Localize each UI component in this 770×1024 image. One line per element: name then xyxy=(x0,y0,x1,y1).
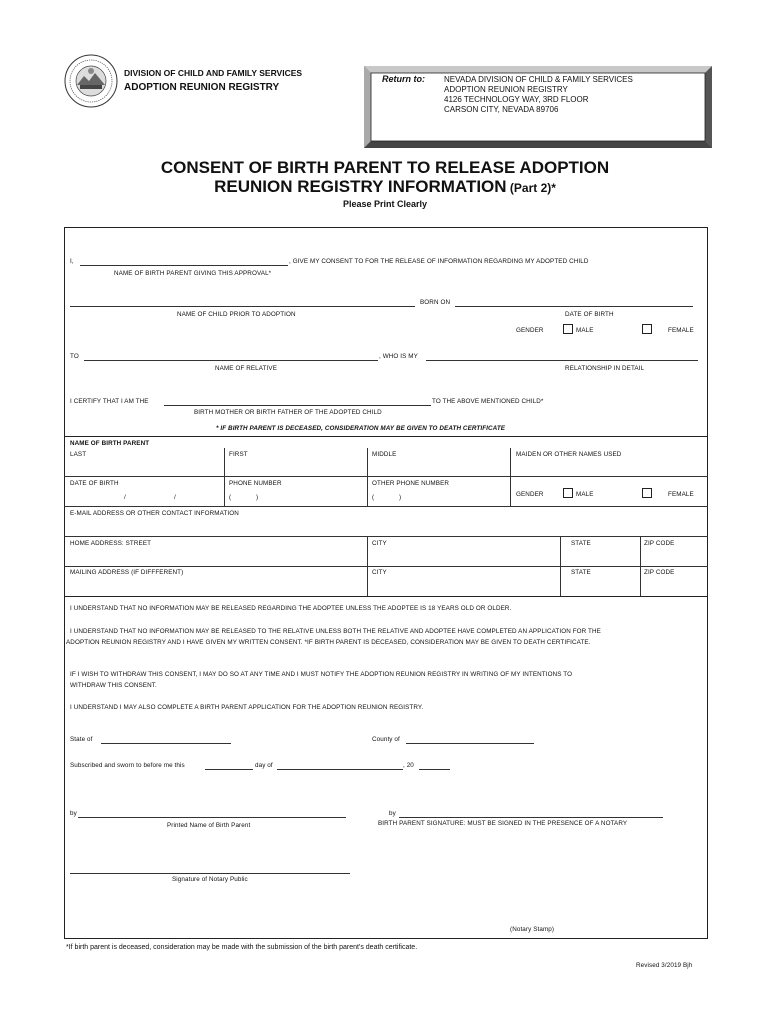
phone-label: PHONE NUMBER xyxy=(229,480,282,487)
grid-gender-label: GENDER xyxy=(516,491,544,498)
state-seal-logo xyxy=(64,54,118,108)
grid-divider xyxy=(224,448,225,476)
form-title-main: REUNION REGISTRY INFORMATION xyxy=(214,177,507,196)
revision-date: Revised 3/2019 Bjh xyxy=(636,962,693,969)
grid-divider xyxy=(510,448,511,476)
return-line: CARSON CITY, NEVADA 89706 xyxy=(444,105,559,114)
grid-divider xyxy=(224,476,225,506)
last-name-label: LAST xyxy=(70,451,87,458)
county-of-line[interactable] xyxy=(406,743,534,744)
relative-name-line[interactable] xyxy=(84,360,378,361)
middle-name-label: MIDDLE xyxy=(372,451,397,458)
relative-name-caption: NAME OF RELATIVE xyxy=(215,365,278,372)
grid-rule xyxy=(64,566,708,567)
deceased-footnote: *If birth parent is deceased, consideration may be made with the submission of the birth parent's death certificate. xyxy=(66,944,418,951)
female-label: FEMALE xyxy=(668,327,694,334)
notary-stamp-label: (Notary Stamp) xyxy=(510,926,555,933)
day-line[interactable] xyxy=(205,769,253,770)
male-checkbox[interactable] xyxy=(563,324,573,334)
statement-age: I UNDERSTAND THAT NO INFORMATION MAY BE RELEASED REGARDING THE ADOPTEE UNLESS THE ADOPTEE IS 18 YEARS OLD OR OLDER. xyxy=(70,605,512,612)
birth-parent-name-line[interactable] xyxy=(80,265,288,266)
home-address-label: HOME ADDRESS: STREET xyxy=(70,540,152,547)
maiden-name-label: MAIDEN OR OTHER NAMES USED xyxy=(516,451,622,458)
deceased-note: * IF BIRTH PARENT IS DECEASED, CONSIDERATION MAY BE GIVEN TO DEATH CERTIFICATE xyxy=(216,425,506,432)
grid-male-checkbox[interactable] xyxy=(563,488,573,498)
dob-slash: / xyxy=(124,494,126,501)
agency-name: DIVISION OF CHILD AND FAMILY SERVICES xyxy=(124,68,303,78)
home-city-label: CITY xyxy=(372,540,387,547)
first-name-label: FIRST xyxy=(229,451,248,458)
other-phone-label: OTHER PHONE NUMBER xyxy=(372,480,450,487)
grid-divider xyxy=(367,448,368,476)
form-title-line1: CONSENT OF BIRTH PARENT TO RELEASE ADOPTION xyxy=(160,158,610,177)
grid-female-checkbox[interactable] xyxy=(642,488,652,498)
state-of-line[interactable] xyxy=(101,743,231,744)
dob-label: DATE OF BIRTH xyxy=(70,480,119,487)
statement-relative-line2: ADOPTION REUNION REGISTRY AND I HAVE GIVEN MY WRITTEN CONSENT. *IF BIRTH PARENT IS DECEASED, CONSIDERATION MAY BE GIVEN TO DEATH CERTIFICATE. xyxy=(66,639,591,646)
born-on-label: BORN ON xyxy=(420,299,451,306)
year-line[interactable] xyxy=(419,769,450,770)
other-phone-paren-open: ( xyxy=(372,494,375,501)
month-line[interactable] xyxy=(277,769,403,770)
return-line: NEVADA DIVISION OF CHILD & FAMILY SERVICES xyxy=(444,75,633,84)
who-is-my-label: , WHO IS MY xyxy=(379,353,418,360)
parent-signature-line[interactable] xyxy=(399,817,663,818)
relationship-caption: RELATIONSHIP IN DETAIL xyxy=(565,365,645,372)
birth-parent-name-caption: NAME OF BIRTH PARENT GIVING THIS APPROVAL* xyxy=(114,270,272,277)
grid-heading: NAME OF BIRTH PARENT xyxy=(70,440,150,447)
male-label: MALE xyxy=(576,327,594,334)
email-label: E-MAIL ADDRESS OR OTHER CONTACT INFORMATION xyxy=(70,510,239,517)
home-state-label: STATE xyxy=(571,540,591,547)
child-name-caption: NAME OF CHILD PRIOR TO ADOPTION xyxy=(177,311,296,318)
printed-name-line[interactable] xyxy=(78,817,346,818)
grid-bottom-rule xyxy=(64,596,708,597)
form-title-part: (Part 2)* xyxy=(506,181,556,195)
grid-rule xyxy=(64,476,708,477)
county-of-label: County of xyxy=(372,736,400,743)
form-subtitle: Please Print Clearly xyxy=(342,199,428,209)
mailing-zip-label: ZIP CODE xyxy=(644,569,675,576)
phone-paren-open: ( xyxy=(229,494,232,501)
parent-role-line[interactable] xyxy=(164,405,431,406)
return-line: 4126 TECHNOLOGY WAY, 3RD FLOOR xyxy=(444,95,589,104)
statement-application: I UNDERSTAND I MAY ALSO COMPLETE A BIRTH PARENT APPLICATION FOR THE ADOPTION REUNION REGISTRY. xyxy=(70,704,424,711)
registry-name: ADOPTION REUNION REGISTRY xyxy=(124,82,280,93)
certify-prefix: I CERTIFY THAT I AM THE xyxy=(70,398,149,405)
statement-withdraw-line2: WITHDRAW THIS CONSENT. xyxy=(70,682,157,689)
return-line: ADOPTION REUNION REGISTRY xyxy=(444,85,568,94)
grid-top-rule xyxy=(64,436,708,437)
certify-suffix: TO THE ABOVE MENTIONED CHILD* xyxy=(432,398,544,405)
statement-withdraw-line1: IF I WISH TO WITHDRAW THIS CONSENT, I MAY DO SO AT ANY TIME AND I MUST NOTIFY THE ADOPTION REUNION REGISTRY IN WRITING OF MY INTENTIONS TO xyxy=(70,671,573,678)
mailing-city-label: CITY xyxy=(372,569,387,576)
printed-name-caption: Printed Name of Birth Parent xyxy=(167,822,251,829)
parent-signature-caption: BIRTH PARENT SIGNATURE: MUST BE SIGNED IN THE PRESENCE OF A NOTARY xyxy=(378,820,628,827)
notary-signature-caption: Signature of Notary Public xyxy=(172,876,248,883)
home-zip-label: ZIP CODE xyxy=(644,540,675,547)
i-prefix: I, xyxy=(70,258,74,265)
grid-male-label: MALE xyxy=(576,491,594,498)
dob-slash: / xyxy=(174,494,176,501)
parent-role-caption: BIRTH MOTHER OR BIRTH FATHER OF THE ADOPTED CHILD xyxy=(194,409,382,416)
gender-label: GENDER xyxy=(516,327,544,334)
consent-text: , GIVE MY CONSENT TO FOR THE RELEASE OF INFORMATION REGARDING MY ADOPTED CHILD xyxy=(289,258,589,265)
return-label: Return to: xyxy=(382,74,425,84)
subscribed-label: Subscribed and sworn to before me this xyxy=(70,762,185,769)
form-title-line2 xyxy=(0,177,770,197)
dob-caption: DATE OF BIRTH xyxy=(565,311,614,318)
grid-divider xyxy=(367,476,368,506)
mailing-address-label: MAILING ADDRESS (IF DIFFFERENT) xyxy=(70,569,184,576)
to-label: TO xyxy=(70,353,79,360)
child-name-line[interactable] xyxy=(70,306,415,307)
return-address xyxy=(444,75,633,115)
female-checkbox[interactable] xyxy=(642,324,652,334)
relationship-line[interactable] xyxy=(426,360,698,361)
other-phone-paren-close: ) xyxy=(399,494,402,501)
statement-relative-line1: I UNDERSTAND THAT NO INFORMATION MAY BE RELEASED TO THE RELATIVE UNLESS BOTH THE RELATIVE AND ADOPTEE HAVE COMPLETED AN APPLICATION FOR THE xyxy=(70,628,601,635)
day-of-label: day of xyxy=(255,762,273,769)
grid-divider xyxy=(510,476,511,506)
state-of-label: State of xyxy=(70,736,93,743)
mailing-state-label: STATE xyxy=(571,569,591,576)
grid-rule xyxy=(64,536,708,537)
form-body xyxy=(64,227,708,939)
year-label: , 20 xyxy=(403,762,414,769)
phone-paren-close: ) xyxy=(256,494,259,501)
by-label-signature: by xyxy=(389,810,396,817)
child-dob-line[interactable] xyxy=(455,306,693,307)
grid-female-label: FEMALE xyxy=(668,491,694,498)
notary-signature-line[interactable] xyxy=(70,873,350,874)
by-label: by xyxy=(70,810,77,817)
grid-rule xyxy=(64,506,708,507)
